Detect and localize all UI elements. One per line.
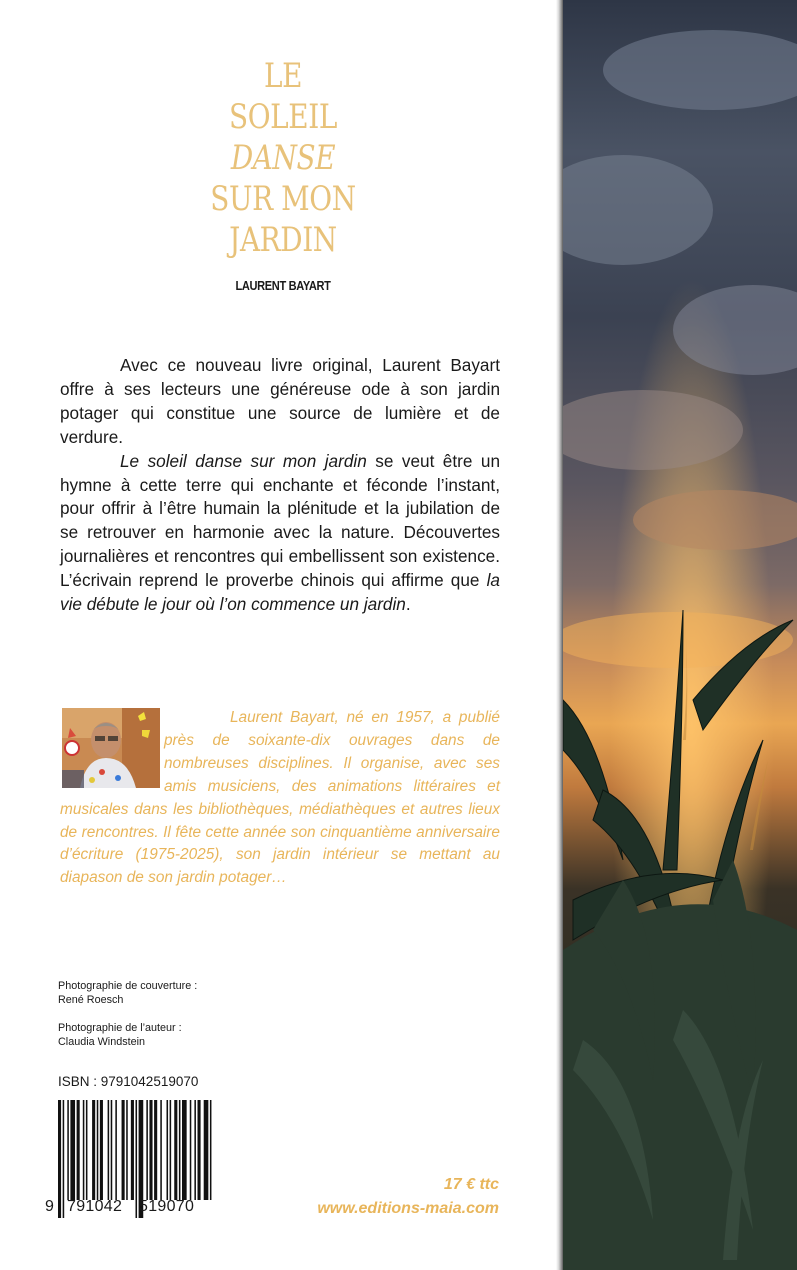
barcode-bar (97, 1100, 99, 1200)
author-photo-name: Claudia Windstein (58, 1036, 146, 1048)
price: 17 € ttc (443, 1176, 499, 1193)
book-title (120, 56, 446, 261)
barcode-bar (83, 1100, 85, 1200)
barcode-bar (210, 1100, 212, 1200)
barcode-bar (167, 1100, 169, 1200)
blurb-paragraph-2 (60, 450, 500, 617)
title-line: DANSE (230, 138, 336, 178)
isbn: ISBN : 9791042519070 (58, 1074, 199, 1089)
barcode-digit-group: 791042 (67, 1198, 123, 1215)
barcode-bar (67, 1100, 69, 1200)
blurb-paragraph-1: Avec ce nouveau livre original, Laurent Bayart offre à ses lecteurs une généreuse ode à son jardin potager qui constitue une source de lumière et de verdure. (60, 355, 500, 447)
blurb-body: se veut être un hymne à cette terre qui enchante et féconde l’instant, pour offrir à l’être humain la plénitude et la jubilation de se retrouver en harmonie avec la nature. Découvertes journalières et rencontres qui embellissent son existence. L’écrivain reprend le proverbe chinois qui affirme que (60, 450, 500, 591)
barcode-bar (160, 1100, 162, 1200)
barcode-bar (136, 1100, 138, 1218)
barcode-bar (146, 1100, 148, 1200)
publisher-website: www.editions-maia.com (317, 1200, 499, 1217)
blurb-proverb-italic: la vie débute le jour où l’on commence un jardin (60, 570, 500, 615)
barcode-bar (198, 1100, 201, 1200)
title-line: SOLEIL (229, 97, 337, 137)
barcode-digit-group: 519070 (139, 1198, 195, 1215)
author-bio (60, 707, 500, 890)
barcode-bar (149, 1100, 152, 1200)
barcode-bar (182, 1100, 187, 1200)
barcode-bar (58, 1100, 61, 1218)
blurb-title-italic: Le soleil danse sur mon jardin (120, 450, 367, 471)
barcode-bar (122, 1100, 125, 1200)
author-name: LAURENT BAYART (235, 278, 331, 293)
bio-text: Laurent Bayart, né en 1957, a publié près de soixante-dix ouvrages dans de nombreuses disciplines. Il organise, avec ses amis musiciens, des animations littéraires et musicales dans les bibliothèques, médiathèques et autres lieux de rencontres. Il fête cette année son cinquantième anniversaire d’écriture (1975-2025), son jardin intérieur se mettant au diapason de son jardin potager… (60, 709, 500, 887)
barcode-bar (190, 1100, 192, 1200)
barcode-bar (131, 1100, 134, 1200)
barcode-bar (70, 1100, 75, 1200)
barcode-bar (100, 1100, 103, 1200)
title-line: SUR MON (210, 179, 356, 219)
barcode-bar (111, 1100, 113, 1200)
blurb-end: . (405, 594, 411, 615)
author-photo-label: Photographie de l’auteur : (58, 1022, 182, 1034)
title-line: JARDIN (229, 220, 337, 260)
cover-photo-name: René Roesch (58, 994, 124, 1006)
barcode-digit-group: 9 (45, 1198, 55, 1215)
title-line: LE (263, 56, 303, 96)
barcode-bar (174, 1100, 177, 1200)
barcode-bar (170, 1100, 172, 1200)
barcode-bar (86, 1100, 88, 1200)
barcode-bar (126, 1100, 128, 1200)
barcode-bar (115, 1100, 117, 1200)
photo-credits (58, 979, 197, 1049)
barcode-bar (77, 1100, 80, 1200)
blurb (60, 354, 500, 617)
barcode-bar (194, 1100, 196, 1200)
barcode-bar (204, 1100, 209, 1200)
cover-photo-label: Photographie de couverture : (58, 980, 198, 992)
barcode-bar (154, 1100, 157, 1200)
barcode-bar (92, 1100, 95, 1200)
barcode-bar (63, 1100, 65, 1218)
barcode-bar (108, 1100, 110, 1200)
barcode-bar (179, 1100, 181, 1200)
cover-photograph (563, 0, 797, 1270)
